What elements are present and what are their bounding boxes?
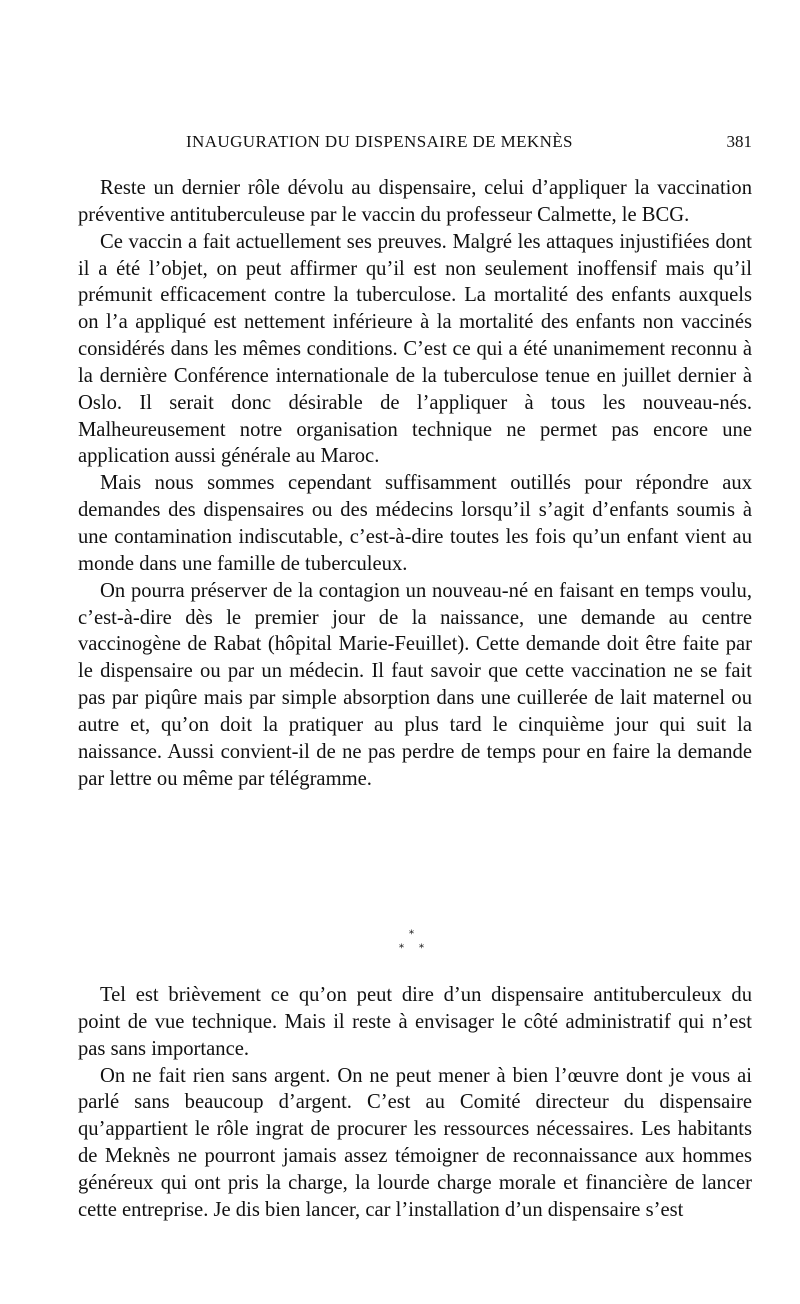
- paragraph-bcg-role: Reste un dernier rôle dévolu au dispensaire, celui d’appliquer la vaccination préventive antituberculeuse par le vaccin du professeur Calmette, le BCG.: [78, 177, 752, 226]
- paragraph-administrative-side: Tel est brièvement ce qu’on peut dire d’un dispensaire antituberculeux du point de vue technique. Mais il reste à envisager le côté administratif qui n’est pas sans importance.: [78, 984, 752, 1060]
- body-text-section-1: [78, 175, 752, 792]
- asterisk-top: *: [409, 929, 414, 940]
- asterisk-left: *: [399, 943, 404, 954]
- paragraph-funding: On ne fait rien sans argent. On ne peut mener à bien l’œuvre dont je vous ai parlé sans beaucoup d’argent. C’est au Comité directeur du dispensaire qu’appartient le rôle ingrat de procurer les ressources nécessaires. Les habitants de Meknès ne pourront jamais assez témoigner de reconnaissance aux hommes généreux qui ont pris la charge, la lourde charge morale et financière de lancer cette entreprise. Je dis bien lancer, car l’installation d’un dispensaire s’est: [78, 1064, 752, 1221]
- asterism-separator: [380, 930, 440, 960]
- paragraph-newborn-protection: On pourra préserver de la contagion un nouveau-né en faisant en temps voulu, c’est-à-dire dès le premier jour de la naissance, une demande au centre vaccinogène de Rabat (hôpital Marie-Feuillet). Cette demande doit être faite par le dispensaire ou par un médecin. Il faut savoir que cette vaccination ne se fait pas par piqûre mais par simple absorption dans une cuillerée de lait maternel ou autre et, qu’on doit la pratiquer au plus tard le cinquième jour qui suit la naissance. Aussi convient-il de ne pas perdre de temps pour en faire la demande par lettre ou même par télégramme.: [78, 579, 752, 790]
- running-head: [78, 132, 752, 156]
- paragraph-vaccine-proof: Ce vaccin a fait actuellement ses preuves. Malgré les attaques injustifiées dont il a été l’objet, on peut affirmer qu’il est non seulement inoffensif mais qu’il prémunit efficacement contre la tuberculose. La mortalité des enfants auxquels on l’a appliqué est nettement inférieure à la mortalité des enfants non vaccinés considérés dans les mêmes conditions. C’est ce qui a été unanimement reconnu à la dernière Conférence internationale de la tuberculose tenue en juillet dernier à Oslo. Il serait donc désirable de l’appliquer à tous les nouveau-nés. Malheureusement notre organisation technique ne permet pas encore une application aussi générale au Maroc.: [78, 230, 752, 468]
- asterisk-right: *: [419, 943, 424, 954]
- page-number: 381: [726, 132, 752, 151]
- body-text-section-2: [78, 982, 752, 1224]
- paragraph-contaminated-children: Mais nous sommes cependant suffisamment outillés pour répondre aux demandes des dispensaires ou des médecins lorsqu’il s’agit d’enfants soumis à une contamination indiscutable, c’est-à-dire toutes les fois qu’un enfant vient au monde dans une famille de tuberculeux.: [78, 472, 752, 575]
- running-title: INAUGURATION DU DISPENSAIRE DE MEKNÈS: [186, 132, 573, 151]
